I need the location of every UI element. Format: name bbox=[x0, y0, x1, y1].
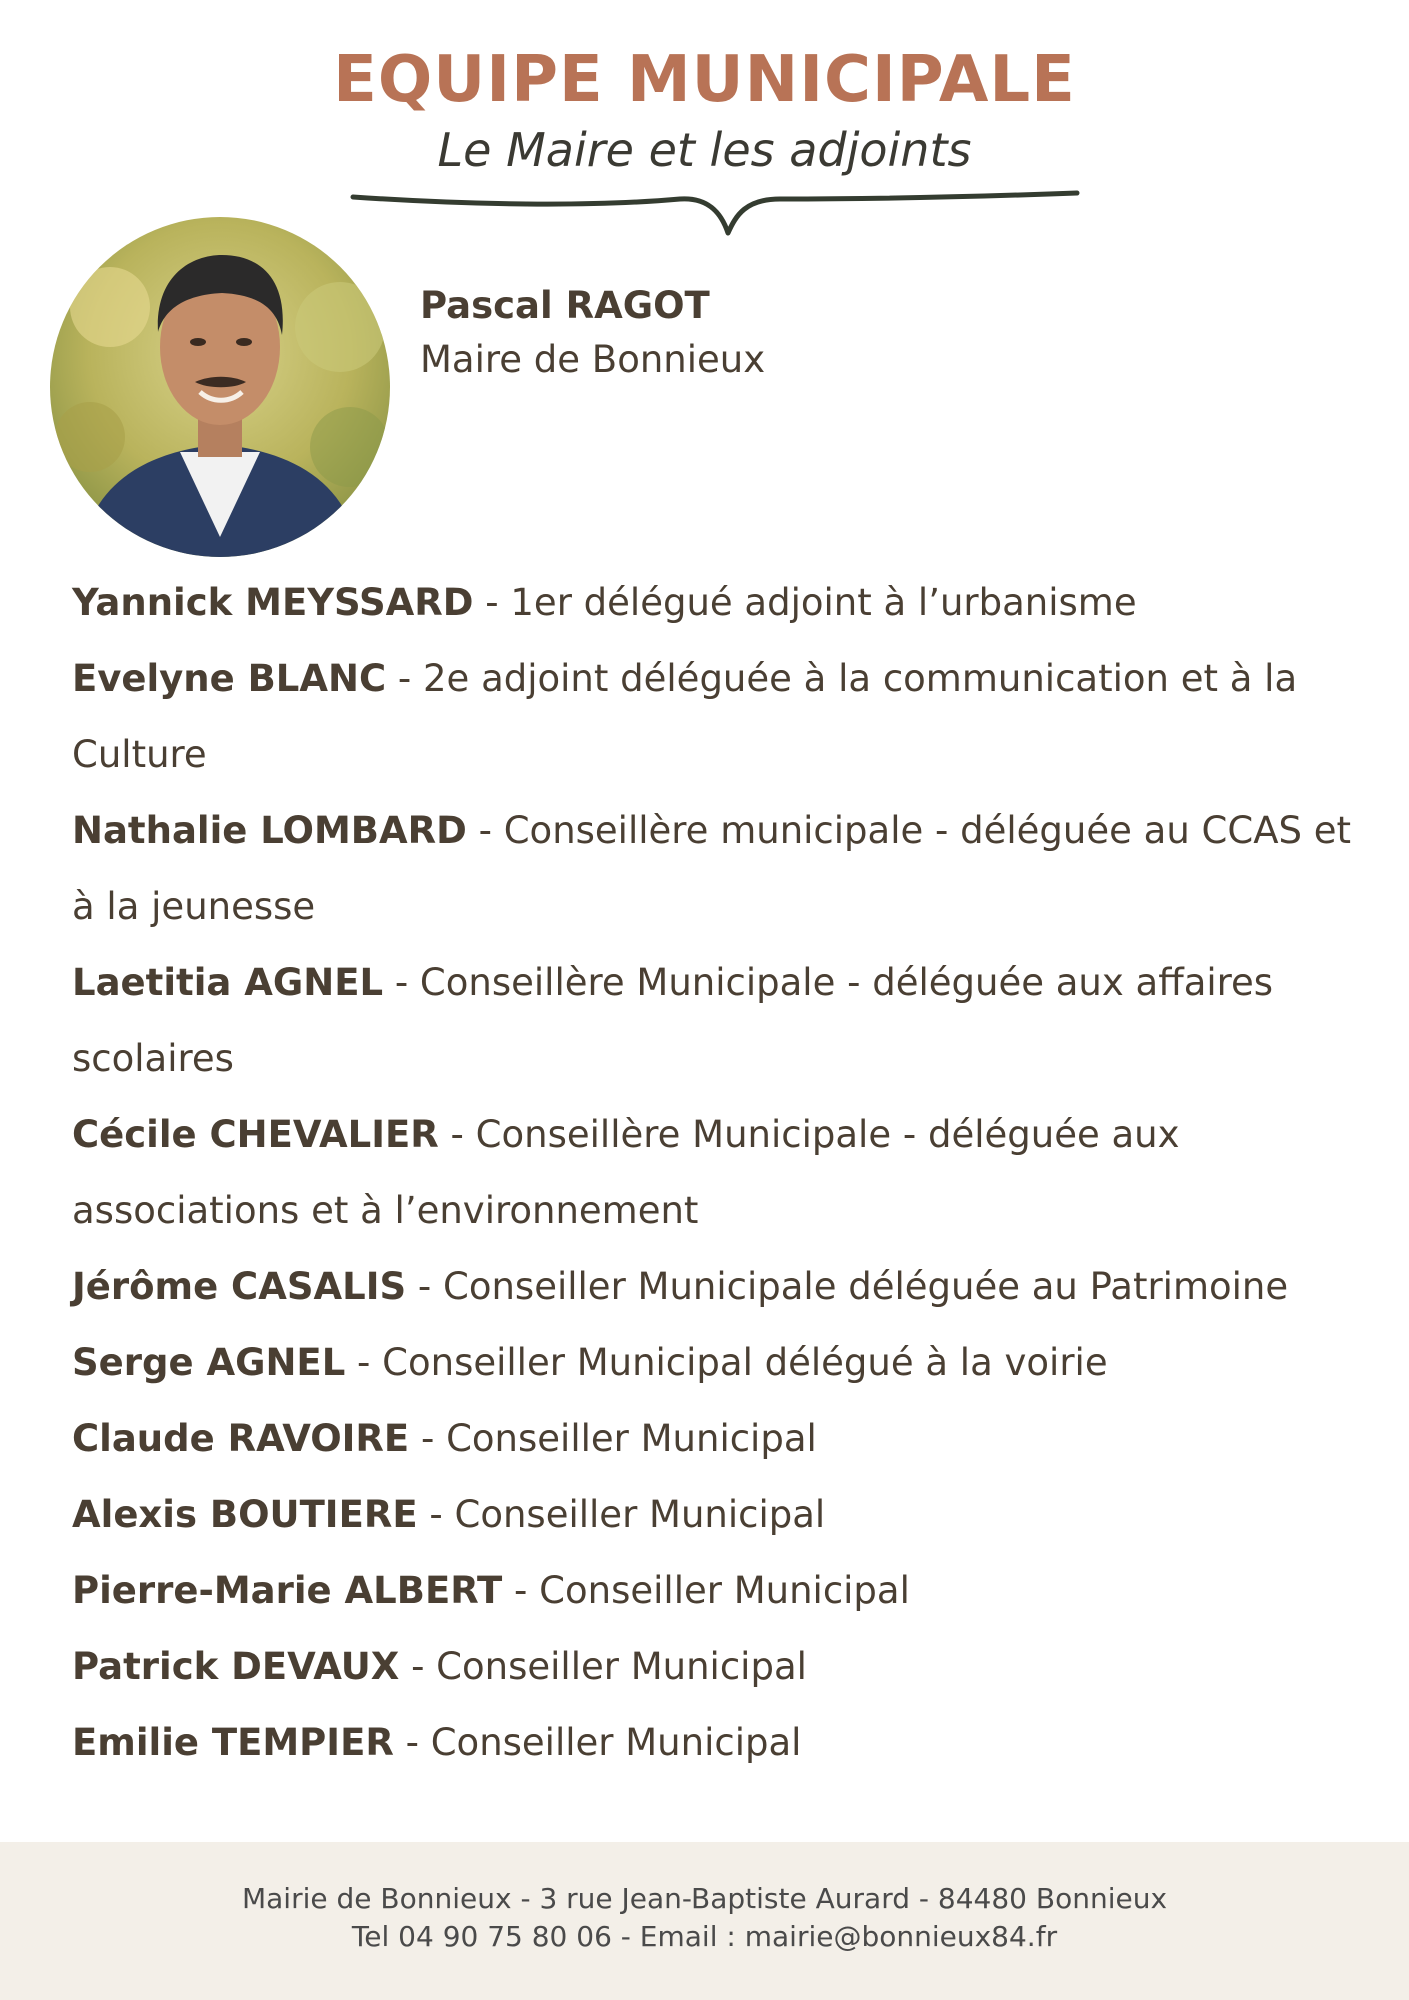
member-role: - Conseillère municipale - déléguée au CCAS et à la jeunesse bbox=[72, 809, 1352, 928]
list-item bbox=[72, 1325, 1362, 1401]
list-item bbox=[72, 945, 1362, 1097]
member-name: Evelyne BLANC bbox=[72, 657, 387, 700]
member-name: Yannick MEYSSARD bbox=[72, 581, 474, 624]
list-item bbox=[72, 1401, 1362, 1477]
member-role: - 2e adjoint déléguée à la communication et à la Culture bbox=[72, 657, 1298, 776]
header bbox=[0, 40, 1409, 180]
list-item bbox=[72, 1097, 1362, 1249]
member-role: - Conseiller Municipal bbox=[399, 1645, 807, 1688]
member-name: Patrick DEVAUX bbox=[72, 1645, 400, 1688]
member-name: Jérôme CASALIS bbox=[72, 1265, 407, 1308]
mayor-role: Maire de Bonnieux bbox=[420, 338, 766, 381]
member-role: - 1er délégué adjoint à l’urbanisme bbox=[473, 581, 1137, 624]
member-name: Pierre-Marie ALBERT bbox=[72, 1569, 503, 1612]
member-name: Cécile CHEVALIER bbox=[72, 1113, 439, 1156]
list-item bbox=[72, 565, 1362, 641]
footer bbox=[0, 1842, 1409, 2000]
list-item bbox=[72, 1249, 1362, 1325]
list-item bbox=[72, 641, 1362, 793]
page-title: EQUIPE MUNICIPALE bbox=[333, 43, 1076, 117]
member-name: Laetitia AGNEL bbox=[72, 961, 384, 1004]
member-role: - Conseiller Municipal bbox=[393, 1721, 802, 1764]
mayor-block bbox=[420, 282, 765, 390]
list-item bbox=[72, 1553, 1362, 1629]
member-role: - Conseiller Municipal bbox=[409, 1417, 817, 1460]
member-role: - Conseiller Municipal bbox=[417, 1493, 826, 1536]
member-role: - Conseiller Municipale déléguée au Patrimoine bbox=[406, 1265, 1289, 1308]
members-list bbox=[72, 565, 1362, 1781]
member-name: Nathalie LOMBARD bbox=[72, 809, 467, 852]
footer-address: Mairie de Bonnieux - 3 rue Jean-Baptiste Aurard - 84480 Bonnieux bbox=[241, 1882, 1168, 1915]
member-role: - Conseillère Municipale - déléguée aux affaires scolaires bbox=[72, 961, 1274, 1080]
list-item bbox=[72, 1705, 1362, 1781]
list-item bbox=[72, 1629, 1362, 1705]
member-role: - Conseiller Municipal délégué à la voirie bbox=[345, 1341, 1108, 1384]
member-role: - Conseillère Municipale - déléguée aux associations et à l’environnement bbox=[72, 1113, 1180, 1232]
list-item bbox=[72, 1477, 1362, 1553]
member-name: Serge AGNEL bbox=[72, 1341, 346, 1384]
member-name: Claude RAVOIRE bbox=[72, 1417, 410, 1460]
page-subtitle: Le Maire et les adjoints bbox=[437, 123, 972, 177]
member-name: Alexis BOUTIERE bbox=[72, 1493, 418, 1536]
list-item bbox=[72, 793, 1362, 945]
footer-contact: Tel 04 90 75 80 06 - Email : mairie@bonnieux84.fr bbox=[351, 1920, 1058, 1953]
member-role: - Conseiller Municipal bbox=[502, 1569, 910, 1612]
speech-divider bbox=[350, 185, 1080, 245]
mayor-portrait bbox=[50, 217, 390, 557]
member-name: Emilie TEMPIER bbox=[72, 1721, 394, 1764]
mayor-name: Pascal RAGOT bbox=[420, 284, 710, 327]
